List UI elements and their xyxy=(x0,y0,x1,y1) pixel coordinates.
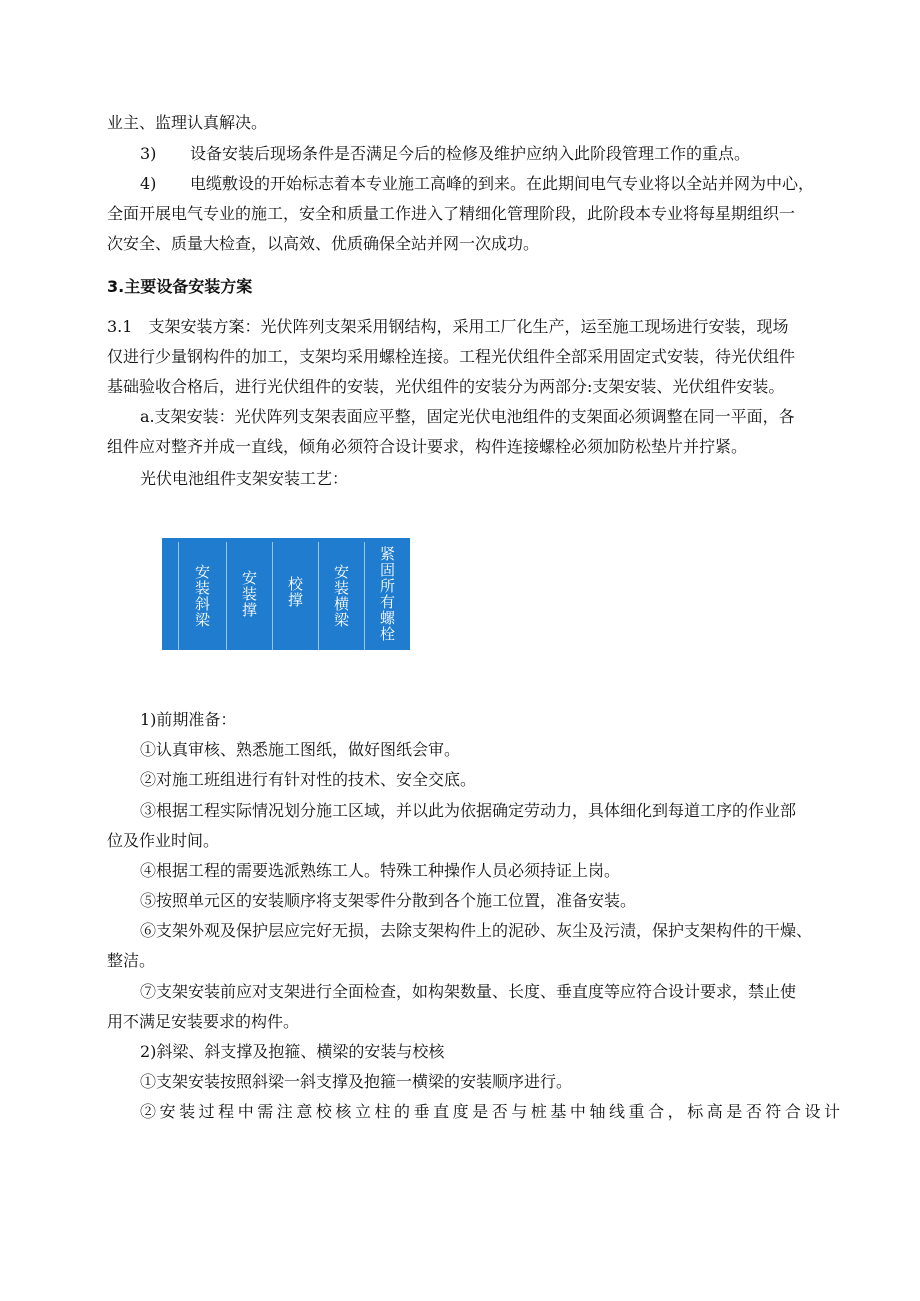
list-item-continued: 整洁。 xyxy=(107,951,156,970)
flow-step xyxy=(318,538,364,676)
flow-step xyxy=(226,538,272,682)
list-item: ⑦支架安装前应对支架进行全面检查，如构架数量、长度、垂直度等应符合设计要求，禁止使 xyxy=(140,982,797,1001)
flow-step-label: 安装撑 xyxy=(240,570,258,618)
flowchart-lead xyxy=(162,538,178,650)
paragraph-line: 次安全、质量大检查，以高效、优质确保全站并网一次成功。 xyxy=(107,234,540,253)
list-number: 3) xyxy=(140,144,157,163)
list-item-4 xyxy=(140,173,814,195)
list-text: 电缆敷设的开始标志着本专业施工高峰的到来。在此期间电气专业将以全站并网为中心， xyxy=(190,174,815,193)
subsection-title: 2)斜梁、斜支撑及抱箍、横梁的安装与校核 xyxy=(140,1042,445,1061)
list-item: ⑤按照单元区的安装顺序将支架零件分散到各个施工位置，准备安装。 xyxy=(140,891,637,910)
list-item-3 xyxy=(140,143,750,165)
list-number: 4) xyxy=(140,174,157,193)
flow-step xyxy=(272,538,318,688)
process-title: 光伏电池组件支架安装工艺： xyxy=(140,469,349,488)
paragraph-line: 3.1 支架安装方案：光伏阵列支架采用钢结构，采用工厂化生产，运至施工现场进行安装，现场 xyxy=(107,317,789,336)
flow-step xyxy=(364,538,410,658)
flow-step xyxy=(178,538,226,676)
flow-divider xyxy=(178,542,179,672)
process-flowchart xyxy=(162,538,410,650)
paragraph-line: 组件应对整齐并成一直线，倾角必须符合设计要求，构件连接螺栓必须加防松垫片并拧紧。 xyxy=(107,437,748,456)
list-text: 设备安装后现场条件是否满足今后的检修及维护应纳入此阶段管理工作的重点。 xyxy=(190,144,751,163)
flow-divider xyxy=(364,542,365,654)
flow-step-label: 安装横梁 xyxy=(332,564,350,628)
list-item: ④根据工程的需要选派熟练工人。特殊工种操作人员必须持证上岗。 xyxy=(140,861,621,880)
paragraph-line: 基础验收合格后，进行光伏组件的安装，光伏组件的安装分为两部分:支架安装、光伏组件安装。 xyxy=(107,377,785,396)
paragraph-line: 全面开展电气专业的施工，安全和质量工作进入了精细化管理阶段，此阶段本专业将每星期组织一 xyxy=(107,204,796,223)
paragraph-line: a.支架安装：光伏阵列支架表面应平整，固定光伏电池组件的支架面必须调整在同一平面，各 xyxy=(140,407,795,426)
list-item: ②对施工班组进行有针对性的技术、安全交底。 xyxy=(140,770,477,789)
flow-divider xyxy=(272,542,273,684)
list-item: ⑥支架外观及保护层应完好无损，去除支架构件上的泥砂、灰尘及污渍，保护支架构件的干燥、 xyxy=(140,921,813,940)
flow-step-label: 校撑 xyxy=(286,576,304,608)
paragraph-line: 业主、监理认真解决。 xyxy=(107,113,268,132)
paragraph-line: 仅进行少量钢构件的加工，支架均采用螺栓连接。工程光伏组件全部采用固定式安装，待光伏组件 xyxy=(107,347,796,366)
list-item-continued: 位及作业时间。 xyxy=(107,831,220,850)
flow-step-label: 紧固所有螺栓 xyxy=(378,546,396,642)
list-item: ①支架安装按照斜梁一斜支撑及抱箍一横梁的安装顺序进行。 xyxy=(140,1072,573,1091)
list-item-continued: 用不满足安装要求的构件。 xyxy=(107,1012,300,1031)
flow-step-label: 安装斜梁 xyxy=(193,564,211,628)
flow-divider xyxy=(226,542,227,678)
section-heading: 3.主要设备安装方案 xyxy=(107,277,253,296)
list-item: ③根据工程实际情况划分施工区域，并以此为依据确定劳动力，具体细化到每道工序的作业部 xyxy=(140,801,797,820)
list-item: ②安装过程中需注意校核立柱的垂直度是否与桩基中轴线重合，标高是否符合设计 xyxy=(140,1102,840,1121)
subsection-title: 1)前期准备： xyxy=(140,710,237,729)
list-item: ①认真审核、熟悉施工图纸，做好图纸会审。 xyxy=(140,740,461,759)
flow-divider xyxy=(318,542,319,672)
